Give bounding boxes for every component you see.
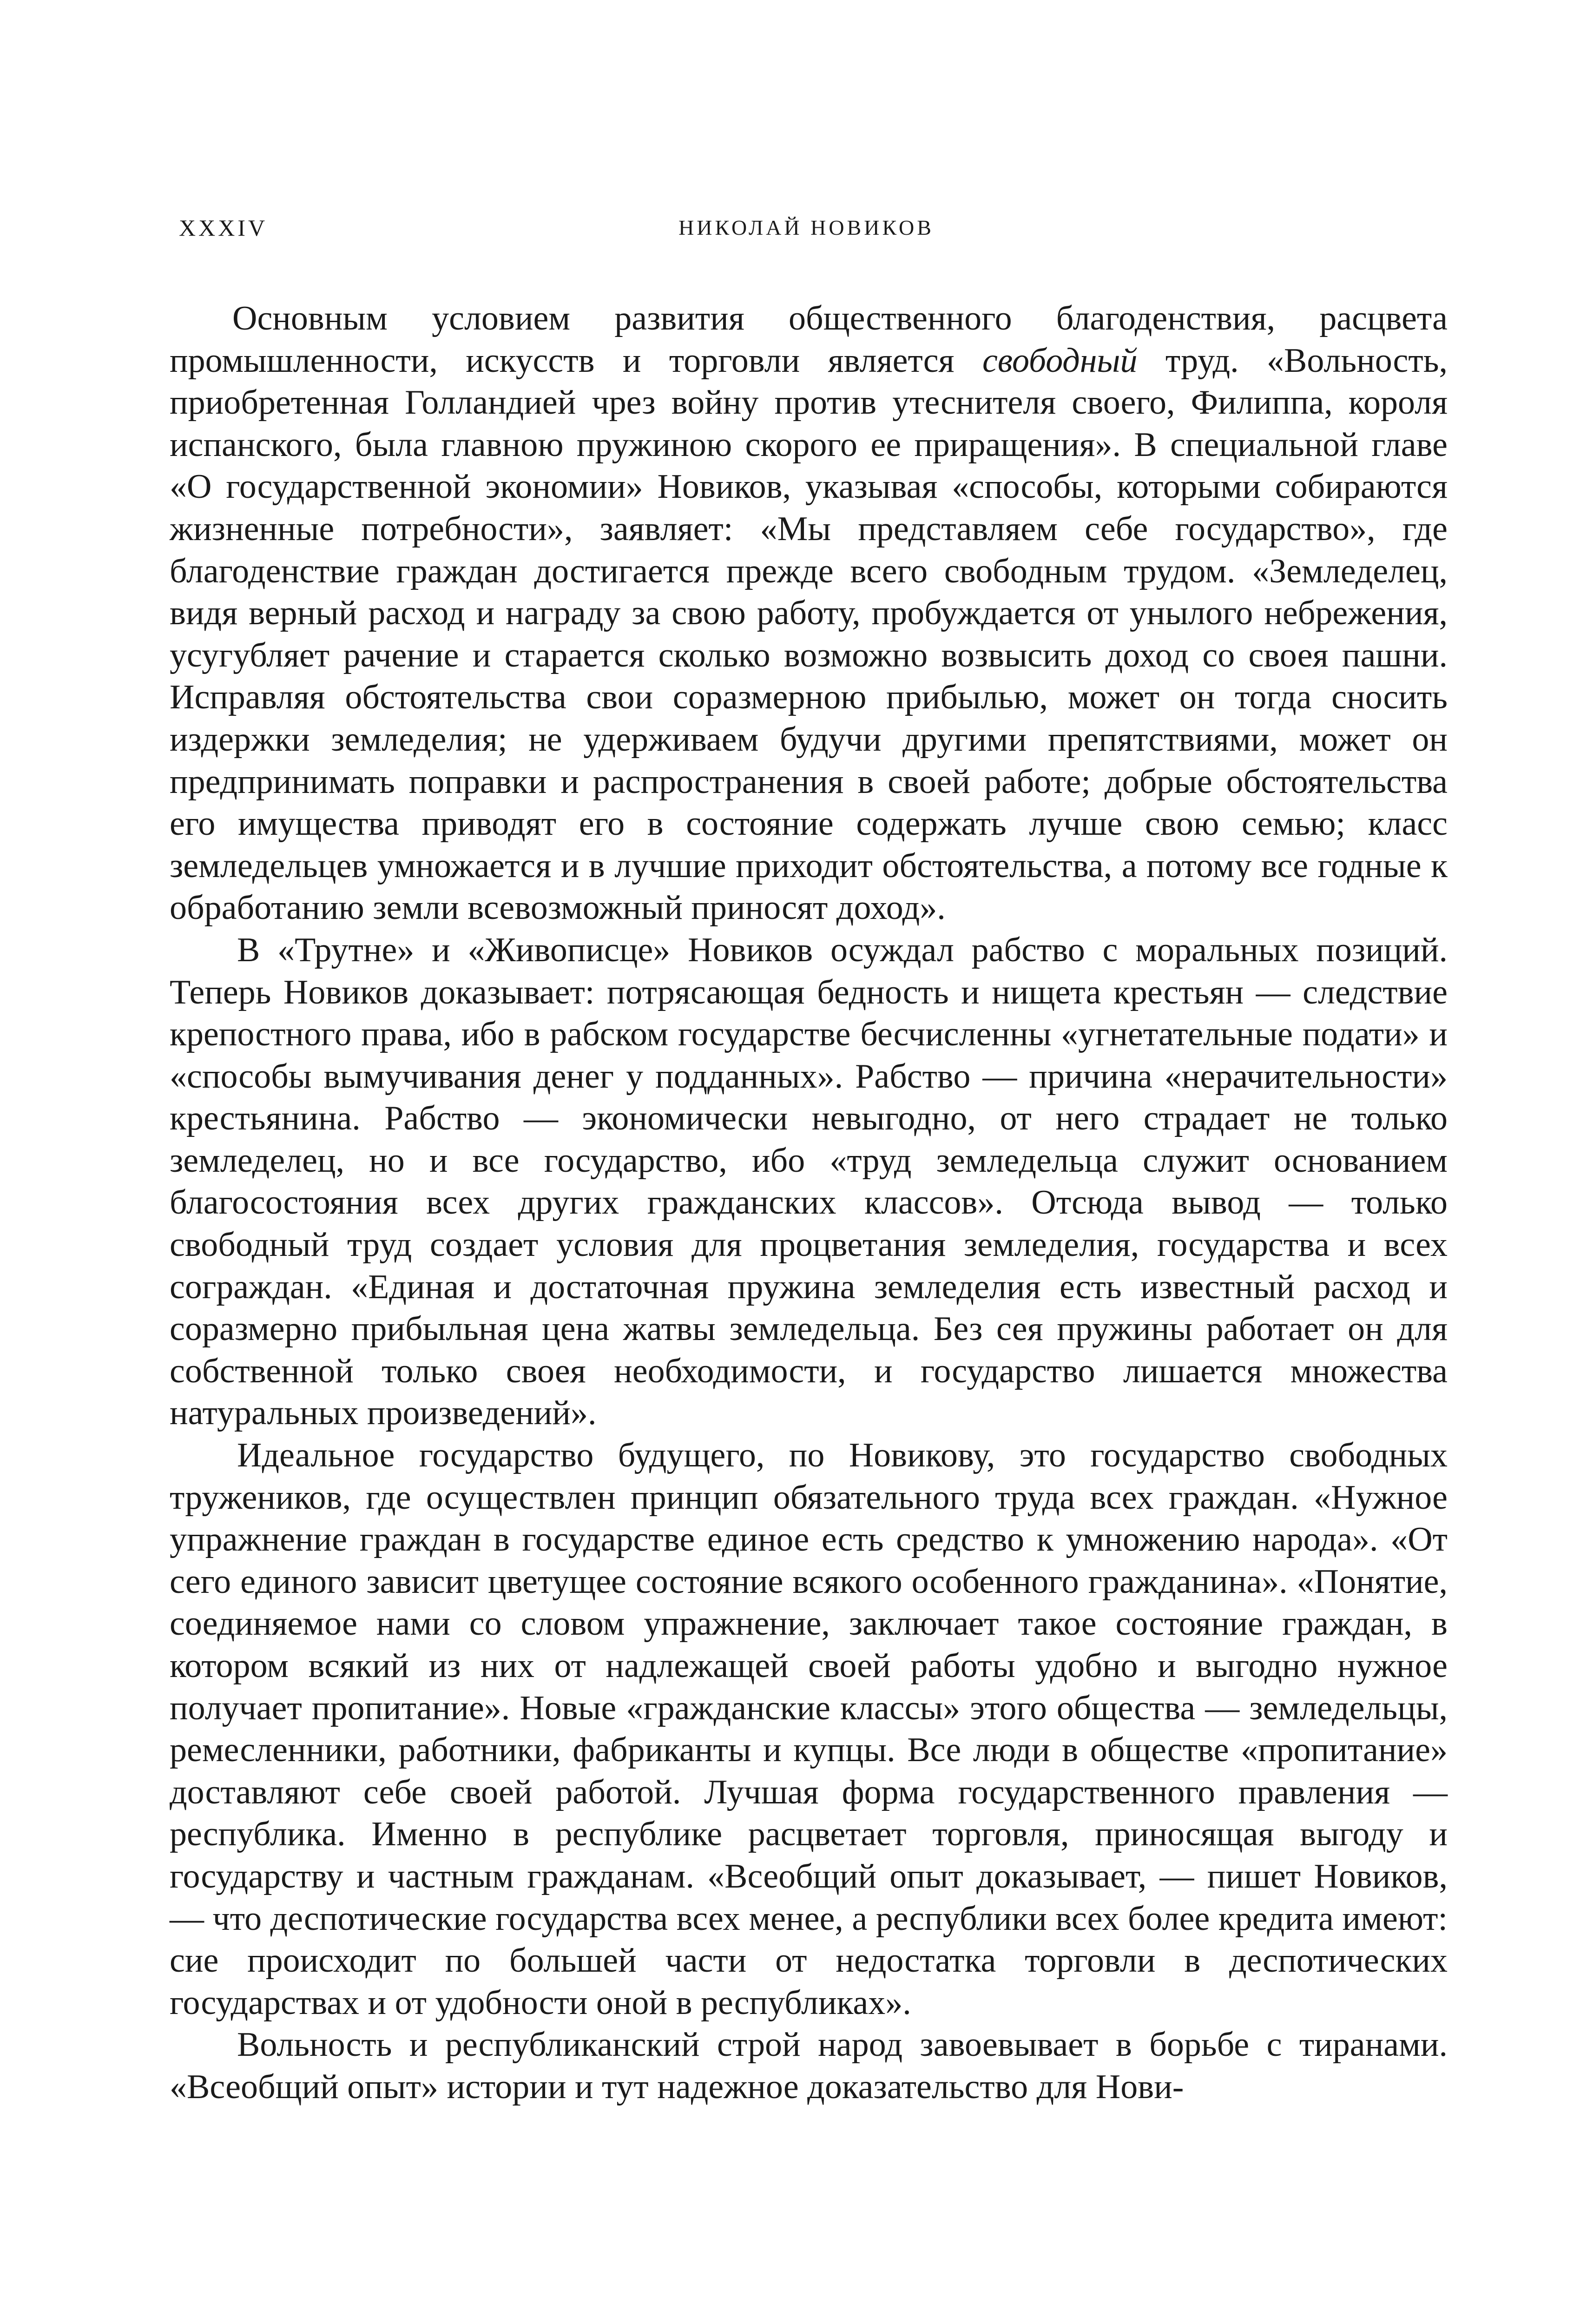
paragraph-1: Основным условием развития общественного благоденствия, расцвета промышленности, искусств и торговли является свободный труд. «Вольность, приобретенная Голландией чрез войну против утеснителя своего, Филиппа, короля испанского, была главною пружиною скорого ее приращения». В специальной главе «О государственной экономии» Новиков, указывая «способы, которыми собираются жизненные потребности», заявляет: «Мы представляем себе государство», где благоденствие граждан достигается прежде всего свободным трудом. «Земледелец, видя верный расход и награду за свою работу, пробуждается от унылого небрежения, усугубляет рачение и старается сколько возможно возвысить доход со своея пашни. Исправляя обстоятельства свои соразмерною прибылью, может он тогда сносить издержки земледелия; не удерживаем будучи другими препятствиями, может он предпринимать поправки и распространения в своей работе; добрые обстоятельства его имущества приводят его в состояние содержать лучше свою семью; класс земледельцев умножается и в лучшие приходит обстоятельства, а потому все годные к обработанию земли всевозможный приносят доход». [170, 299, 1448, 927]
emphasized-word: свободный [982, 341, 1138, 380]
page-number: XXXIV [179, 215, 268, 241]
paragraph-4: Вольность и республиканский строй народ завоевывает в борьбе с тиранами. «Всеобщий опыт» истории и тут надежное доказательство для Нови- [170, 2026, 1448, 2106]
running-head [179, 211, 1434, 244]
paragraph-2: В «Трутне» и «Живописце» Новиков осуждал рабство с моральных позиций. Теперь Новиков доказывает: потрясающая бедность и нищета крестьян — следствие крепостного права, ибо в рабском государстве бесчисленны «угнетательные подати» и «способы вымучивания денег у подданных». Рабство — причина «нерачительности» крестьянина. Рабство — экономически невыгодно, от него страдает не только земледелец, но и все государство, ибо «труд земледельца служит основанием благосостояния всех других гражданских классов». Отсюда вывод — только свободный труд создает условия для процветания земледелия, государства и всех сограждан. «Единая и достаточная пружина земледелия есть известный расход и соразмерно прибыльная цена жатвы земледельца. Без сея пружины работает он для собственной только своея необходимости, и государство лишается множества натуральных произведений». [170, 931, 1448, 1433]
body-text [170, 297, 1448, 2108]
running-title: НИКОЛАЙ НОВИКОВ [678, 216, 934, 239]
paragraph-3: Идеальное государство будущего, по Новикову, это государство свободных тружеников, где осуществлен принцип обязательного труда всех граждан. «Нужное упражнение граждан в государстве единое есть средство к умножению народа». «От сего единого зависит цветущее состояние всякого особенного гражданина». «Понятие, соединяемое нами со словом упражнение, заключает такое состояние граждан, в котором всякий из них от надлежащей своей работы удобно и выгодно нужное получает пропитание». Новые «гражданские классы» этого общества — земледельцы, ремесленники, работники, фабриканты и купцы. Все люди в обществе «пропитание» доставляют себе своей работой. Лучшая форма государственного правления — республика. Именно в республике расцветает торговля, приносящая выгоду и государству и частным гражданам. «Всеобщий опыт доказывает, — пишет Новиков, — что деспотические государства всех менее, а республики всех более кредита имеют: сие происходит по большей части от недостатка торговли в деспотических государствах и от удобности оной в республиках». [170, 1436, 1448, 2022]
